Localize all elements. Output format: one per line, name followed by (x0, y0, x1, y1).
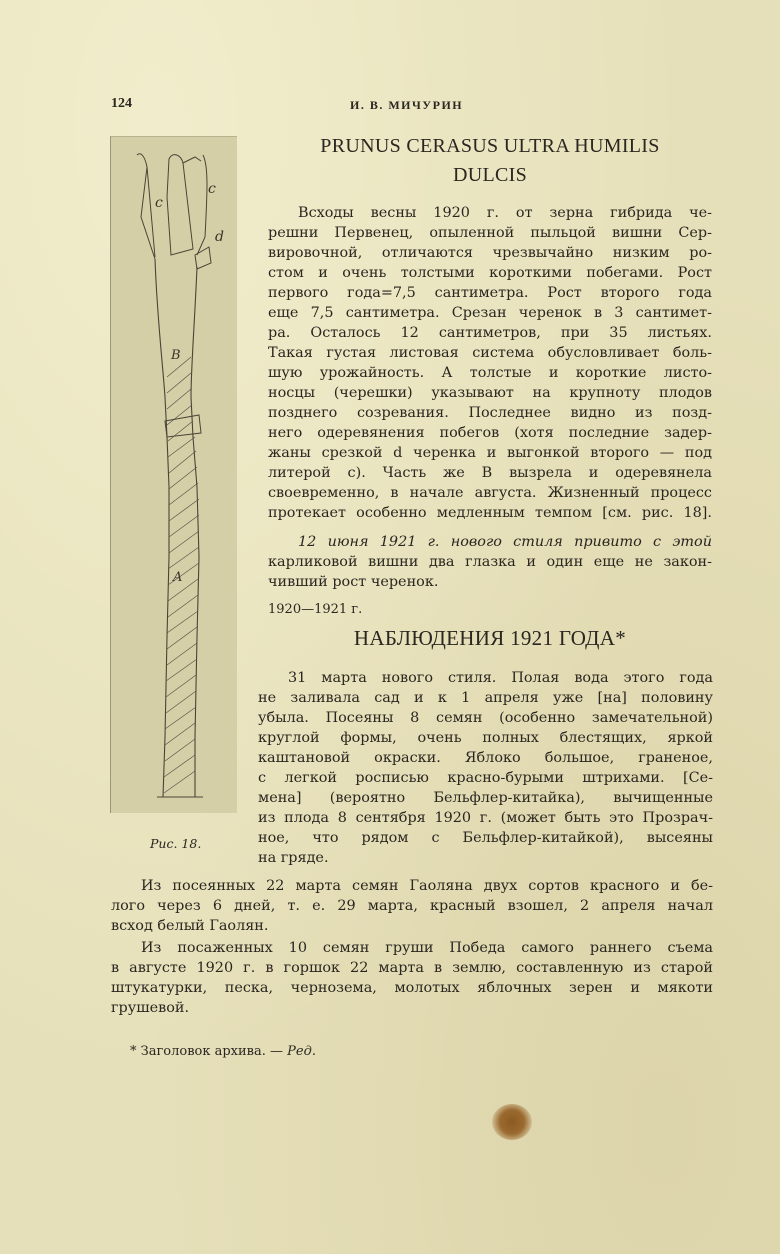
text-line: каштановой окраски. Яблоко большое, граненое, (258, 750, 713, 766)
text-line: штукатурки, песка, чернозема, молотых яблочных зерен и мякоти (111, 980, 713, 996)
figure-label-c1: c (155, 195, 163, 211)
figure-caption: Рис. 18. (150, 836, 202, 851)
text-line: ра. Осталось 12 сантиметров, при 35 листьях. (268, 325, 712, 341)
title-line-1: PRUNUS CERASUS ULTRA HUMILIS (320, 135, 660, 157)
section-title-observations: НАБЛЮДЕНИЯ 1921 ГОДА* (353, 626, 627, 650)
figure-label-a: A (173, 570, 183, 585)
text-line: литерой c). Часть же B вызрела и одеревянела (268, 465, 712, 481)
text-line: жаны срезкой d черенка и выгонкой второго — под (268, 445, 712, 461)
text-line: шую урожайность. А толстые и короткие листо- (268, 365, 712, 381)
text-line: еще 7,5 сантиметра. Срезан черенок в 3 сантимет- (268, 305, 712, 321)
text-line: Из посеянных 22 марта семян Гаоляна двух сортов красного и бе- (141, 878, 713, 894)
text-line: в августе 1920 г. в горшок 22 марта в землю, составленную из старой (111, 960, 713, 976)
text-line: решни Первенец, опыленной пыльцой вишни Сер- (268, 225, 712, 241)
text-line: Из посаженных 10 семян груши Победа самого раннего съема (141, 940, 713, 956)
text-line: из плода 8 сентября 1920 г. (может быть это Прозрач- (258, 810, 713, 826)
text-line: лого через 6 дней, т. е. 29 марта, красный взошел, 2 апреля начал (111, 898, 713, 914)
paper-stain (492, 1104, 532, 1140)
paragraph-prunus-description (268, 203, 712, 523)
text-line: всход белый Гаолян. (111, 918, 269, 934)
text-line: на гряде. (258, 850, 329, 866)
text-line: карликовой вишни два глазка и один еще не закон- (268, 554, 712, 570)
text-line: убыла. Посеяны 8 семян (особенно замечательной) (258, 710, 713, 726)
section-date: 1920—1921 г. (268, 602, 363, 617)
text-line: с легкой росписью красно-бурыми штрихами. [Се- (258, 770, 713, 786)
text-line: вировочной, отличаются чрезвычайно низким ро- (268, 245, 712, 261)
footnote-text: * Заголовок архива. — (130, 1044, 288, 1059)
page-number: 124 (111, 96, 132, 111)
text-line: круглой формы, очень полных блестящих, яркой (258, 730, 713, 746)
running-header-author: И. В. МИЧУРИН (350, 98, 464, 112)
figure-18-svg (111, 137, 237, 813)
text-line: стом и очень толстыми короткими побегами. Рост (268, 265, 712, 281)
footnote (130, 1044, 316, 1059)
section-title-prunus (268, 132, 712, 190)
text-line: носцы (черешки) указывают на крупноту плодов (268, 385, 712, 401)
paragraph-march-31 (258, 668, 713, 868)
text-line: первого года=7,5 сантиметра. Рост второго года (268, 285, 712, 301)
text-line: Всходы весны 1920 г. от зерна гибрида че- (298, 205, 712, 221)
figure-label-d: d (215, 229, 224, 245)
text-line: ное, что рядом с Бельфлер-китайкой), высеяны (258, 830, 713, 846)
text-line: позднего созревания. Последнее видно из позд- (268, 405, 712, 421)
figure-label-b: B (171, 348, 181, 363)
title-line-2: DULCIS (452, 164, 528, 186)
footnote-editor: Ред. (287, 1044, 316, 1059)
text-line: чивший рост черенок. (268, 574, 439, 590)
figure-18-drawing (110, 136, 237, 813)
text-line: мена] (вероятно Бельфлер-китайка), вычищенные (258, 790, 713, 806)
text-line: не заливала сад и к 1 апреля уже [на] половину (258, 690, 713, 706)
text-line: Такая густая листовая система обусловливает боль- (268, 345, 712, 361)
text-line: 31 марта нового стиля. Полая вода этого года (288, 670, 713, 686)
text-line: грушевой. (111, 1000, 190, 1016)
text-line: протекает особенно медленным темпом [см. рис. 18]. (268, 505, 712, 521)
text-line: своевременно, в начале августа. Жизненный процесс (268, 485, 712, 501)
text-line-italic: 12 июня 1921 г. нового стиля привито с этой (298, 534, 712, 550)
paragraph-pear-seeds (111, 938, 713, 1018)
text-line: него одеревянения побегов (хотя последние задер- (268, 425, 712, 441)
figure-label-c2: c (208, 181, 216, 197)
paragraph-gaolyan (111, 876, 713, 936)
paragraph-grafting-note (268, 532, 712, 592)
